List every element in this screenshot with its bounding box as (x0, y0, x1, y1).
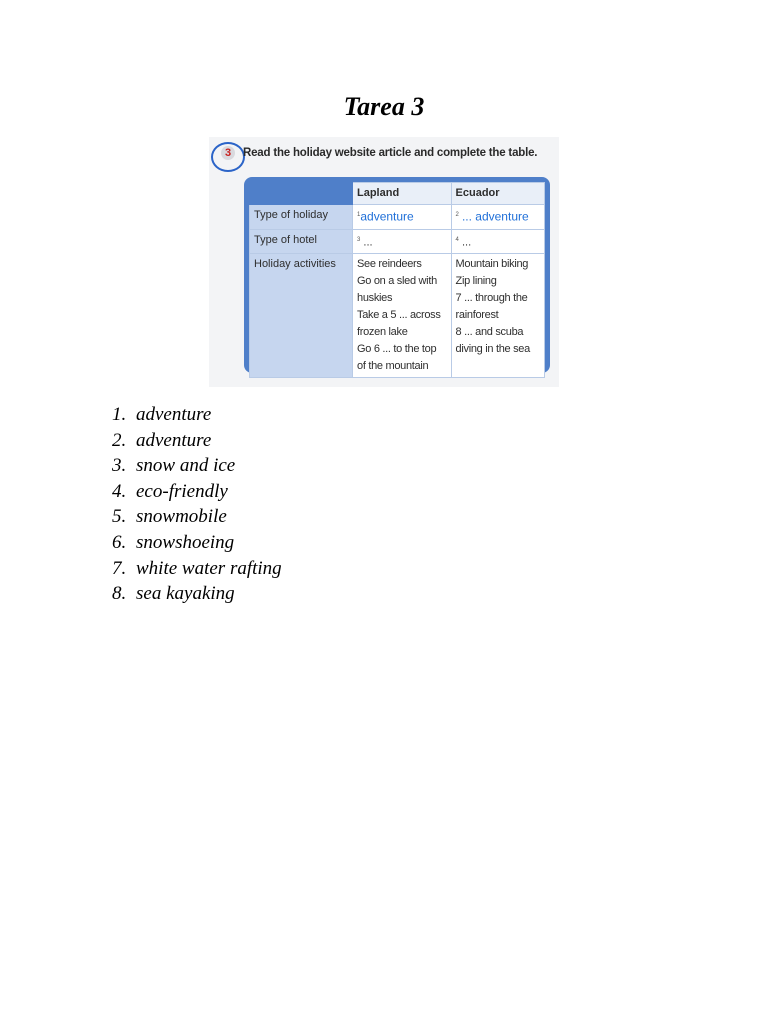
column-header-lapland: Lapland (353, 183, 452, 205)
cell-lapland-hotel: $^3$ ... (353, 229, 452, 254)
activity-line: Go on a sled with huskies (357, 275, 437, 305)
cell-ecuador-activities (451, 254, 544, 378)
row-label: Type of hotel (250, 229, 353, 254)
list-item: 1. adventure (112, 404, 212, 425)
column-header-ecuador: Ecuador (451, 183, 544, 205)
cell-ecuador-holiday: $^2$ ... adventure (451, 205, 544, 230)
handwritten-answer: adventure (360, 209, 414, 224)
list-item: 7. white water rafting (112, 557, 282, 579)
table-row-activities (250, 254, 545, 378)
exercise-image (209, 137, 559, 387)
page-title: Tarea 3 (343, 92, 425, 121)
answer-list (112, 402, 282, 607)
activity-line: Mountain biking (455, 258, 529, 271)
activity-line: Go 6 ... to the top of the mountain (357, 343, 437, 373)
table-row-type-of-holiday (250, 205, 545, 230)
list-item: 6. snowshoeing (112, 531, 235, 553)
list-item: 4. eco-friendly (112, 480, 228, 502)
activity-line: 8 ... and scuba diving in the sea (455, 326, 530, 356)
row-label: Holiday activities (250, 254, 353, 378)
exercise-number: 3 (221, 146, 235, 160)
holiday-table-frame (244, 177, 550, 373)
cell-ecuador-hotel: $^4$ ... (451, 229, 544, 254)
table-row-type-of-hotel (250, 229, 545, 254)
activity-line: See reindeers (357, 258, 422, 271)
list-item: 5. snowmobile (112, 506, 227, 528)
row-label: Type of holiday (250, 205, 353, 230)
table-header-row (250, 183, 545, 205)
cell-lapland-activities (353, 254, 452, 378)
list-item: 2. adventure (112, 429, 212, 451)
list-item: 8. sea kayaking (112, 583, 235, 605)
table-corner (250, 183, 353, 205)
holiday-table (249, 182, 545, 378)
activity-line: Zip lining (455, 275, 497, 288)
handwritten-answer: ... adventure (461, 209, 529, 224)
cell-lapland-holiday: $^1$adventure (353, 205, 452, 230)
activity-line: 7 ... through the rainforest (455, 292, 528, 322)
exercise-instruction: Read the holiday website article and complete the table. (243, 147, 538, 159)
activity-line: Take a 5 ... across frozen lake (357, 309, 441, 339)
list-item: 3. snow and ice (112, 455, 236, 477)
